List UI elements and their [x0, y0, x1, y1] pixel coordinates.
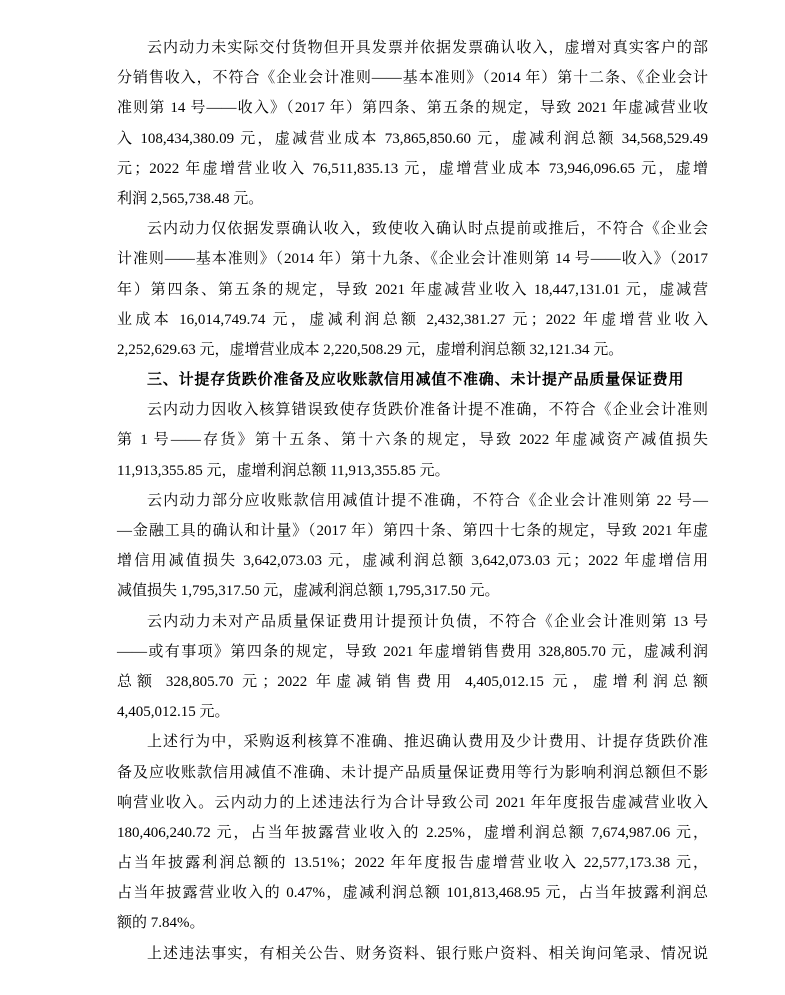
section-heading: 三、计提存货跌价准备及应收账款信用减值不准确、未计提产品质量保证费用	[147, 372, 685, 389]
text-line: 入 108,434,380.09 元，虚减营业成本 73,865,850.60 元，虚减利润总额 34,568,529.49	[117, 130, 708, 147]
text-line: 上述违法事实，有相关公告、财务资料、银行账户资料、相关询问笔录、情况说	[147, 945, 708, 962]
text-line: 业成本 16,014,749.74 元，虚减利润总额 2,432,381.27 元；2022 年虚增营业收入	[117, 311, 708, 328]
text-line: 计准则——基本准则》（2014 年）第十九条、《企业会计准则第 14 号——收入》（2017	[117, 251, 708, 268]
text-line: 上述行为中，采购返利核算不准确、推迟确认费用及少计费用、计提存货跌价准	[147, 734, 708, 751]
text-line: 占当年披露利润总额的 13.51%；2022 年年度报告虚增营业收入 22,577,173.38 元，	[117, 855, 708, 872]
text-line: 总额 328,805.70 元；2022 年虚减销售费用 4,405,012.15 元，虚增利润总额	[117, 673, 708, 690]
text-line: 云内动力因收入核算错误致使存货跌价准备计提不准确，不符合《企业会计准则	[147, 402, 708, 419]
text-line: 云内动力部分应收账款信用减值计提不准确，不符合《企业会计准则第 22 号—	[147, 492, 708, 509]
text-line: —金融工具的确认和计量》（2017 年）第四十条、第四十七条的规定，导致 2021 年虚	[117, 523, 708, 539]
text-line: 元；2022 年虚增营业收入 76,511,835.13 元，虚增营业成本 73,946,096.65 元，虚增	[117, 160, 708, 177]
text-line: 年）第四条、第五条的规定，导致 2021 年虚减营业收入 18,447,131.01 元，虚减营	[117, 281, 708, 298]
text-line: 11,913,355.85 元，虚增利润总额 11,913,355.85 元。	[117, 462, 450, 479]
text-line: 180,406,240.72 元，占当年披露营业收入的 2.25%，虚增利润总额 7,674,987.06 元，	[117, 824, 708, 841]
text-line: 响营业收入。云内动力的上述违法行为合计导致公司 2021 年年度报告虚减营业收入	[117, 794, 708, 811]
text-line: 增信用减值损失 3,642,073.03 元，虚减利润总额 3,642,073.03 元；2022 年虚增信用	[117, 553, 708, 570]
text-line: 额的 7.84%。	[117, 915, 205, 932]
text-line: 云内动力仅依据发票确认收入，致使收入确认时点提前或推后，不符合《企业会	[147, 221, 708, 238]
text-line: 占当年披露营业收入的 0.47%，虚减利润总额 101,813,468.95 元，占当年披露利润总	[117, 885, 708, 902]
text-line: 利润 2,565,738.48 元。	[117, 190, 264, 207]
text-line: 4,405,012.15 元。	[117, 704, 230, 721]
text-line: 备及应收账款信用减值不准确、未计提产品质量保证费用等行为影响利润总额但不影	[117, 764, 708, 781]
text-line: 减值损失 1,795,317.50 元，虚减利润总额 1,795,317.50 元。	[117, 583, 500, 600]
text-line: 准则第 14 号——收入》（2017 年）第四条、第五条的规定，导致 2021 年虚减营业收	[117, 100, 708, 117]
text-line: 分销售收入，不符合《企业会计准则——基本准则》（2014 年）第十二条、《企业会计	[117, 70, 708, 87]
text-line: 云内动力未实际交付货物但开具发票并依据发票确认收入，虚增对真实客户的部	[147, 40, 708, 56]
text-line: 第 1 号——存货》第十五条、第十六条的规定，导致 2022 年虚减资产减值损失	[117, 432, 708, 449]
text-line: 2,252,629.63 元，虚增营业成本 2,220,508.29 元，虚增利润总额 32,121.34 元。	[117, 341, 624, 358]
text-line: 云内动力未对产品质量保证费用计提预计负债，不符合《企业会计准则第 13 号	[147, 613, 708, 630]
text-line: ——或有事项》第四条的规定，导致 2021 年虚增销售费用 328,805.70 元，虚减利润	[117, 643, 708, 660]
